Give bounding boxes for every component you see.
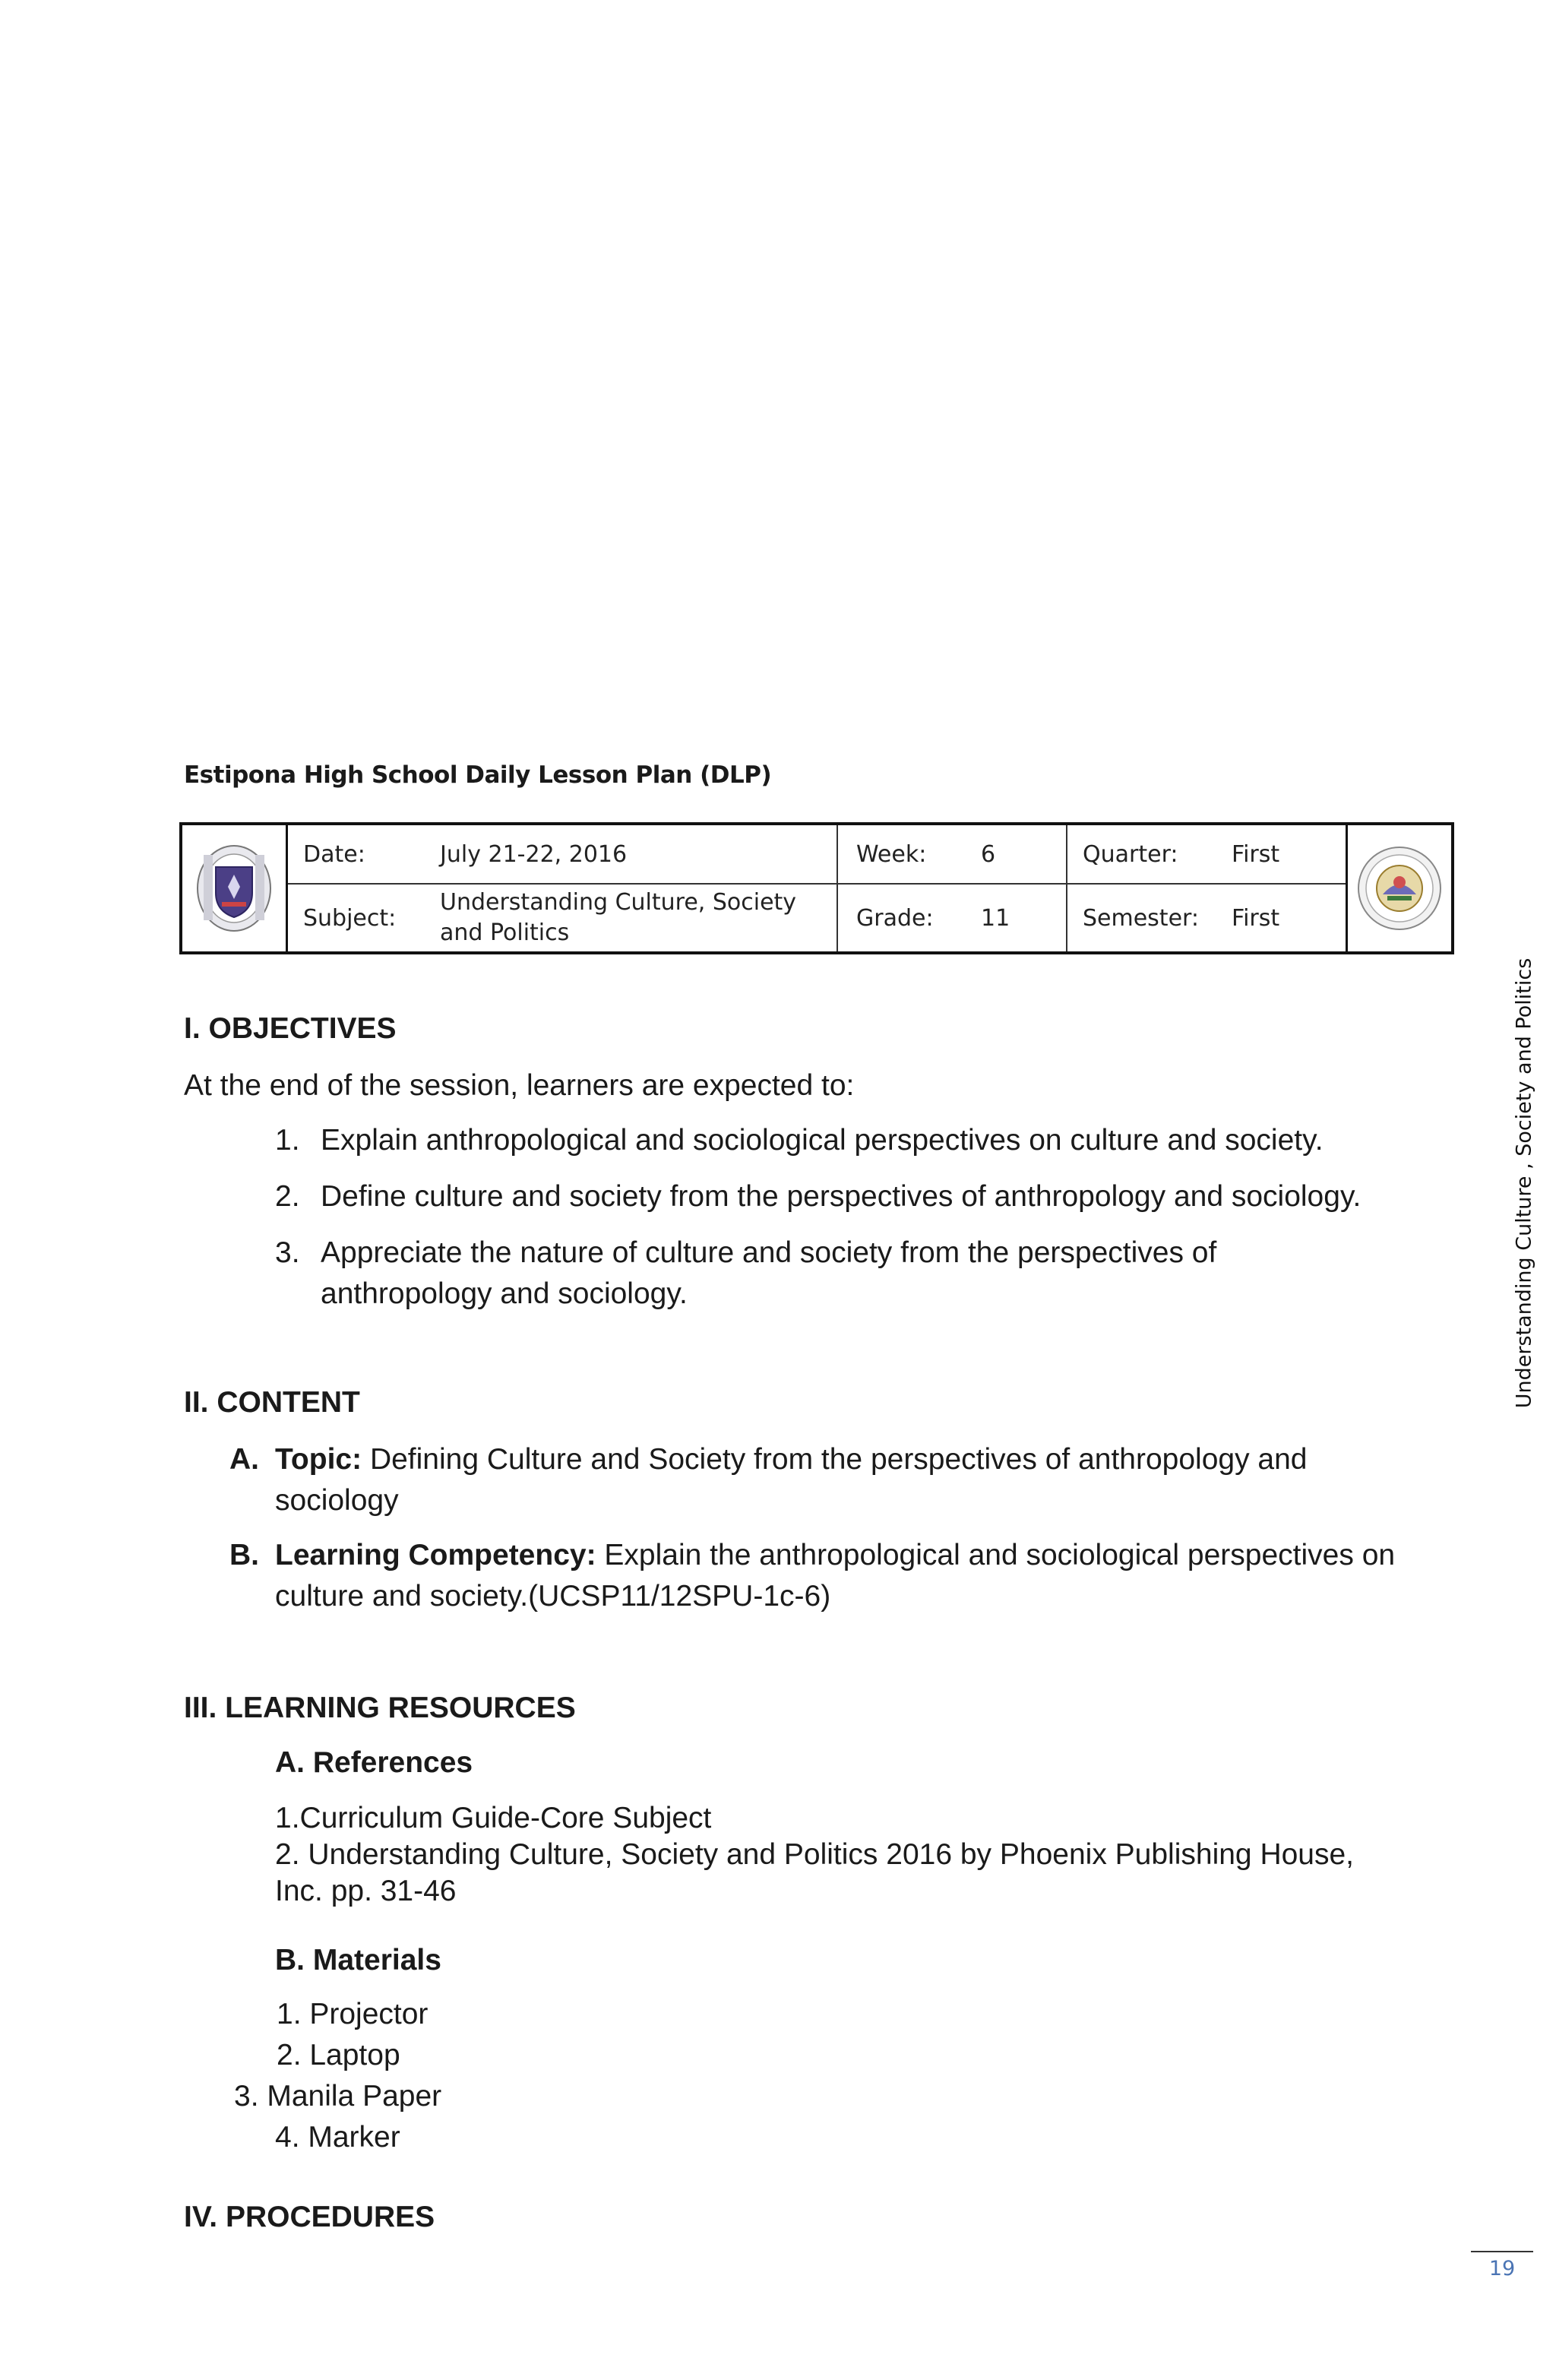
topic-text: Defining Culture and Society from the perspectives of anthropology and sociology [275, 1443, 1308, 1517]
material-item: 3. Manila Paper [234, 2080, 442, 2113]
procedures-heading: IV. PROCEDURES [184, 2201, 435, 2233]
side-running-header [1510, 959, 1538, 1407]
date-label: Date: [303, 840, 365, 868]
subject-label: Subject: [303, 904, 397, 932]
deped-seal-cell [182, 825, 288, 951]
topic-letter: A. [229, 1443, 259, 1476]
header-grid [288, 825, 1346, 951]
date-cell [288, 825, 838, 885]
reference-item-continued: Inc. pp. 31-46 [275, 1875, 457, 1907]
objective-text: Appreciate the nature of culture and society from the perspectives of anthropology and sociology. [321, 1236, 1217, 1310]
objective-item [275, 1176, 1415, 1217]
competency-text: Explain the anthropological and sociological perspectives on culture and society.(UCSP11/12SPU-1c-6) [275, 1539, 1396, 1613]
grade-value: 11 [981, 904, 1010, 932]
quarter-value: First [1232, 840, 1280, 868]
lesson-header-table [179, 822, 1454, 954]
deped-seal-icon [193, 841, 275, 935]
subject-value: Understanding Culture, Society and Politics [440, 889, 797, 946]
semester-cell [1067, 885, 1346, 951]
reference-item: 2. Understanding Culture, Society and Politics 2016 by Phoenix Publishing House, [275, 1838, 1355, 1871]
grade-cell [838, 885, 1067, 951]
objectives-intro: At the end of the session, learners are expected to: [184, 1069, 855, 1102]
materials-heading: B. Materials [275, 1944, 441, 1976]
content-heading: II. CONTENT [184, 1386, 360, 1419]
competency-letter: B. [229, 1539, 259, 1571]
objective-text: Define culture and society from the perspectives of anthropology and sociology. [321, 1180, 1362, 1213]
school-seal-icon [1355, 844, 1444, 932]
material-item: 1. Projector [277, 1998, 429, 2030]
grade-label: Grade: [856, 904, 934, 932]
week-cell [838, 825, 1067, 885]
week-value: 6 [981, 840, 996, 868]
week-label: Week: [856, 840, 927, 868]
objective-item [275, 1120, 1415, 1161]
document-title: Estipona High School Daily Lesson Plan (DLP) [184, 761, 772, 789]
material-item: 2. Laptop [277, 2039, 400, 2071]
semester-label: Semester: [1083, 904, 1199, 932]
date-value: July 21-22, 2016 [440, 840, 628, 868]
objective-number: 2. [275, 1180, 300, 1213]
page-number-rule [1471, 2251, 1533, 2252]
objective-number: 1. [275, 1124, 300, 1157]
quarter-cell [1067, 825, 1346, 885]
references-heading: A. References [275, 1746, 473, 1779]
side-label: Understanding Culture , Society and Politics [1512, 957, 1536, 1409]
topic-label: Topic: [275, 1443, 362, 1476]
content-topic [229, 1439, 1369, 1521]
material-item: 4. Marker [275, 2121, 400, 2154]
content-competency [229, 1535, 1415, 1617]
semester-value: First [1232, 904, 1280, 932]
objective-text: Explain anthropological and sociological perspectives on culture and society. [321, 1124, 1324, 1157]
quarter-label: Quarter: [1083, 840, 1178, 868]
competency-label: Learning Competency: [275, 1539, 596, 1571]
objective-number: 3. [275, 1236, 300, 1269]
subject-cell [288, 885, 838, 951]
objectives-heading: I. OBJECTIVES [184, 1012, 397, 1045]
objective-item [275, 1233, 1263, 1315]
page-number: 19 [1488, 2257, 1516, 2280]
school-seal-cell [1346, 825, 1451, 951]
resources-heading: III. LEARNING RESOURCES [184, 1692, 576, 1724]
reference-item: 1.Curriculum Guide-Core Subject [275, 1802, 712, 1834]
